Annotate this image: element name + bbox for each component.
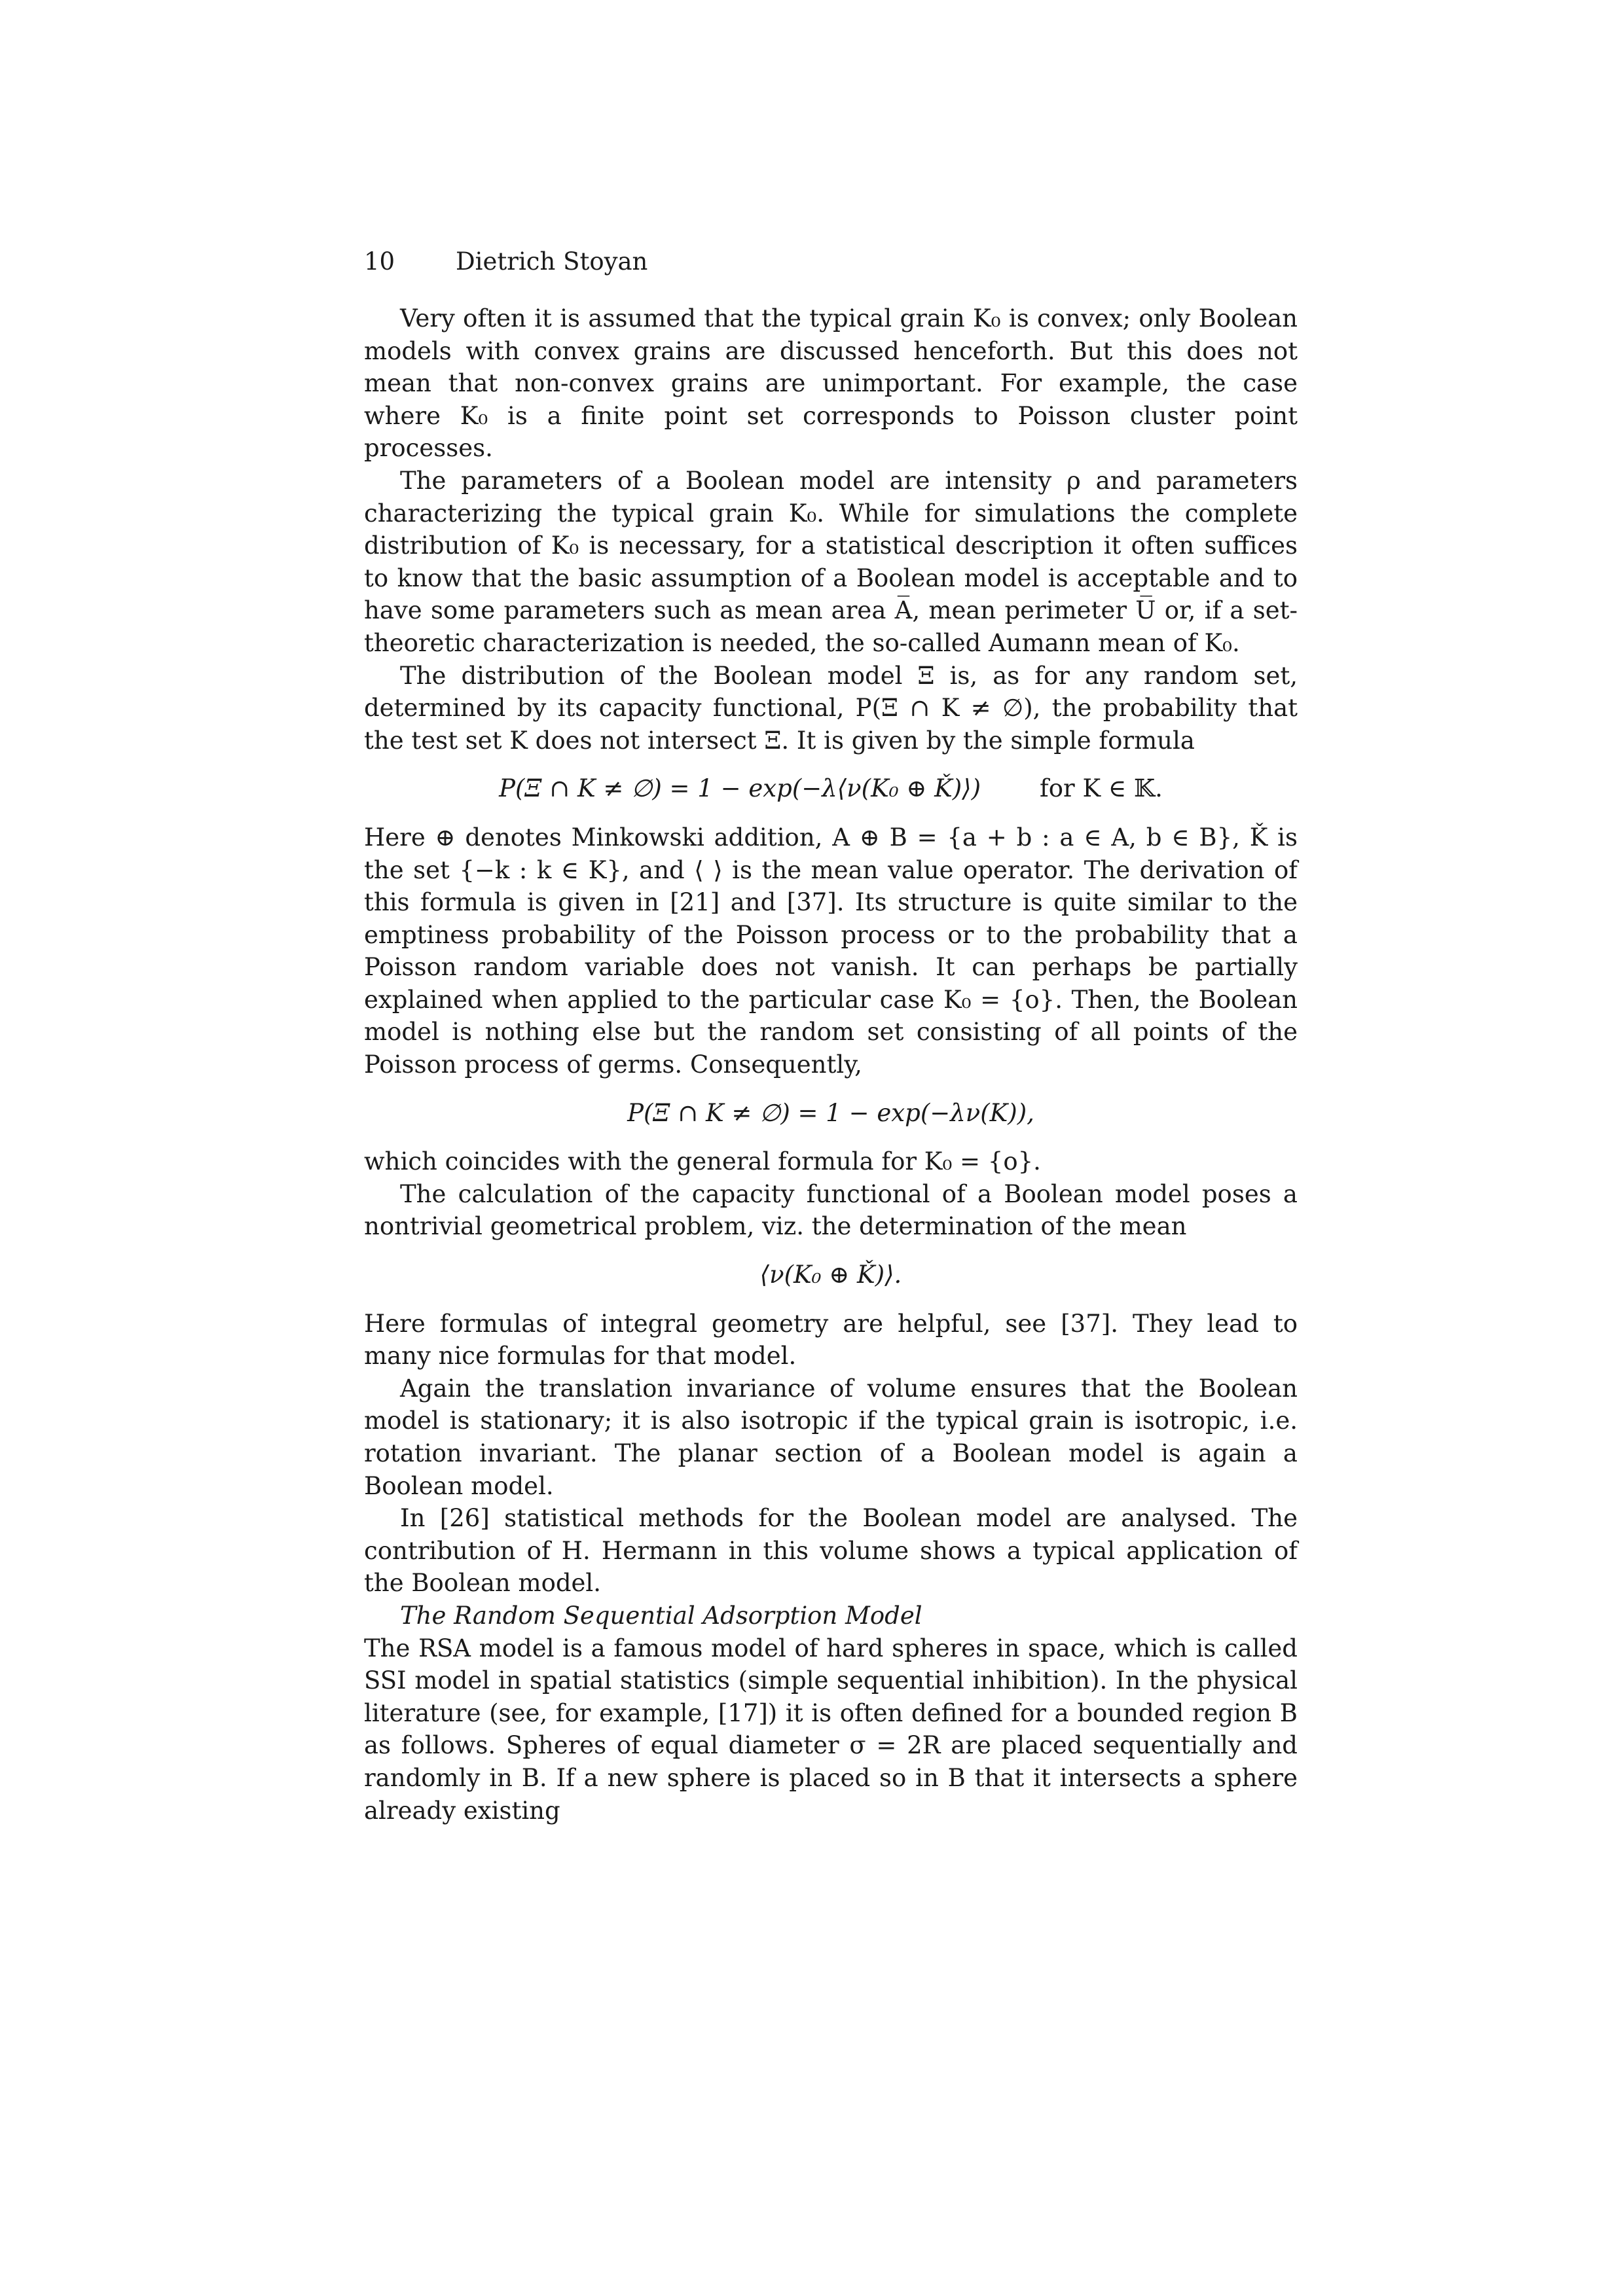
paragraph: Here formulas of integral geometry are helpful, see [37]. They lead to many nice formulas for that model. — [364, 1309, 1298, 1371]
equation-poisson-case — [364, 1097, 1298, 1130]
equation-body: P(Ξ ∩ K ≠ ∅) = 1 − exp(−λ⟨ν(K₀ ⊕ Ǩ)⟩) — [499, 774, 981, 803]
paragraph: The RSA model is a famous model of hard spheres in space, which is called SSI model in spatial statistics (simple sequential inhibition). In the physical literature (see, for example, [17]) it is often defined for a bounded region B as follows. Spheres of equal diameter σ = 2R are placed sequentially and randomly in B. If a new sphere is placed so in B that it intersects a sphere already existing — [364, 1634, 1298, 1825]
paragraph: In [26] statistical methods for the Boolean model are analysed. The contribution of H. Hermann in this volume shows a typical application of the Boolean model. — [364, 1504, 1298, 1598]
page-number: 10 — [364, 247, 395, 276]
equation-body: P(Ξ ∩ K ≠ ∅) = 1 − exp(−λν(K)), — [627, 1098, 1034, 1127]
paragraph: Very often it is assumed that the typical grain K₀ is convex; only Boolean models with convex grains are discussed henceforth. But this does not mean that non-convex grains are unimportant. For example, the case where K₀ is a finite point set corresponds to Poisson cluster point processes. — [364, 304, 1298, 463]
paragraph: Here ⊕ denotes Minkowski addition, A ⊕ B = {a + b : a ∈ A, b ∈ B}, Ǩ is the set {−k : k ∈ K}, and ⟨ ⟩ is the mean value operator. The derivation of this formula is given in [21] and [37]. Its structure is quite similar to the emptiness probability of the Poisson process or to the probability that a Poisson random variable does not vanish. It can perhaps be partially explained when applied to the particular case K₀ = {o}. Then, the Boolean model is nothing else but the random set consisting of all points of the Poisson process of germs. Consequently, — [364, 823, 1298, 1079]
equation-mean — [364, 1259, 1298, 1291]
paragraph: The parameters of a Boolean model are intensity ρ and parameters characterizing the typical grain K₀. While for simulations the complete distribution of K₀ is necessary, for a statistical description it often suffices to know that the basic assumption of a Boolean model is acceptable and to have some parameters such as mean area A̅, mean perimeter U̅ or, if a set-theoretic characterization is needed, the so-called Aumann mean of K₀. — [364, 466, 1298, 657]
equation-body: ⟨ν(K₀ ⊕ Ǩ)⟩. — [759, 1261, 902, 1289]
running-head — [364, 246, 647, 278]
paragraph: which coincides with the general formula for K₀ = {o}. — [364, 1147, 1041, 1176]
section-title: The Random Sequential Adsorption Model — [400, 1601, 922, 1630]
body-text — [364, 302, 1298, 1827]
equation-condition: for K ∈ 𝕂. — [1040, 774, 1163, 803]
paragraph: The distribution of the Boolean model Ξ is, as for any random set, determined by its capacity functional, P(Ξ ∩ K ≠ ∅), the probability that the test set K does not intersect Ξ. It is given by the simple formula — [364, 661, 1298, 755]
equation-capacity-functional — [364, 772, 1298, 805]
paragraph: The calculation of the capacity functional of a Boolean model poses a nontrivial geometrical problem, viz. the determination of the mean — [364, 1179, 1298, 1241]
author-name: Dietrich Stoyan — [456, 247, 648, 276]
paragraph: Again the translation invariance of volume ensures that the Boolean model is stationary; it is also isotropic if the typical grain is isotropic, i.e. rotation invariant. The planar section of a Boolean model is again a Boolean model. — [364, 1374, 1298, 1500]
